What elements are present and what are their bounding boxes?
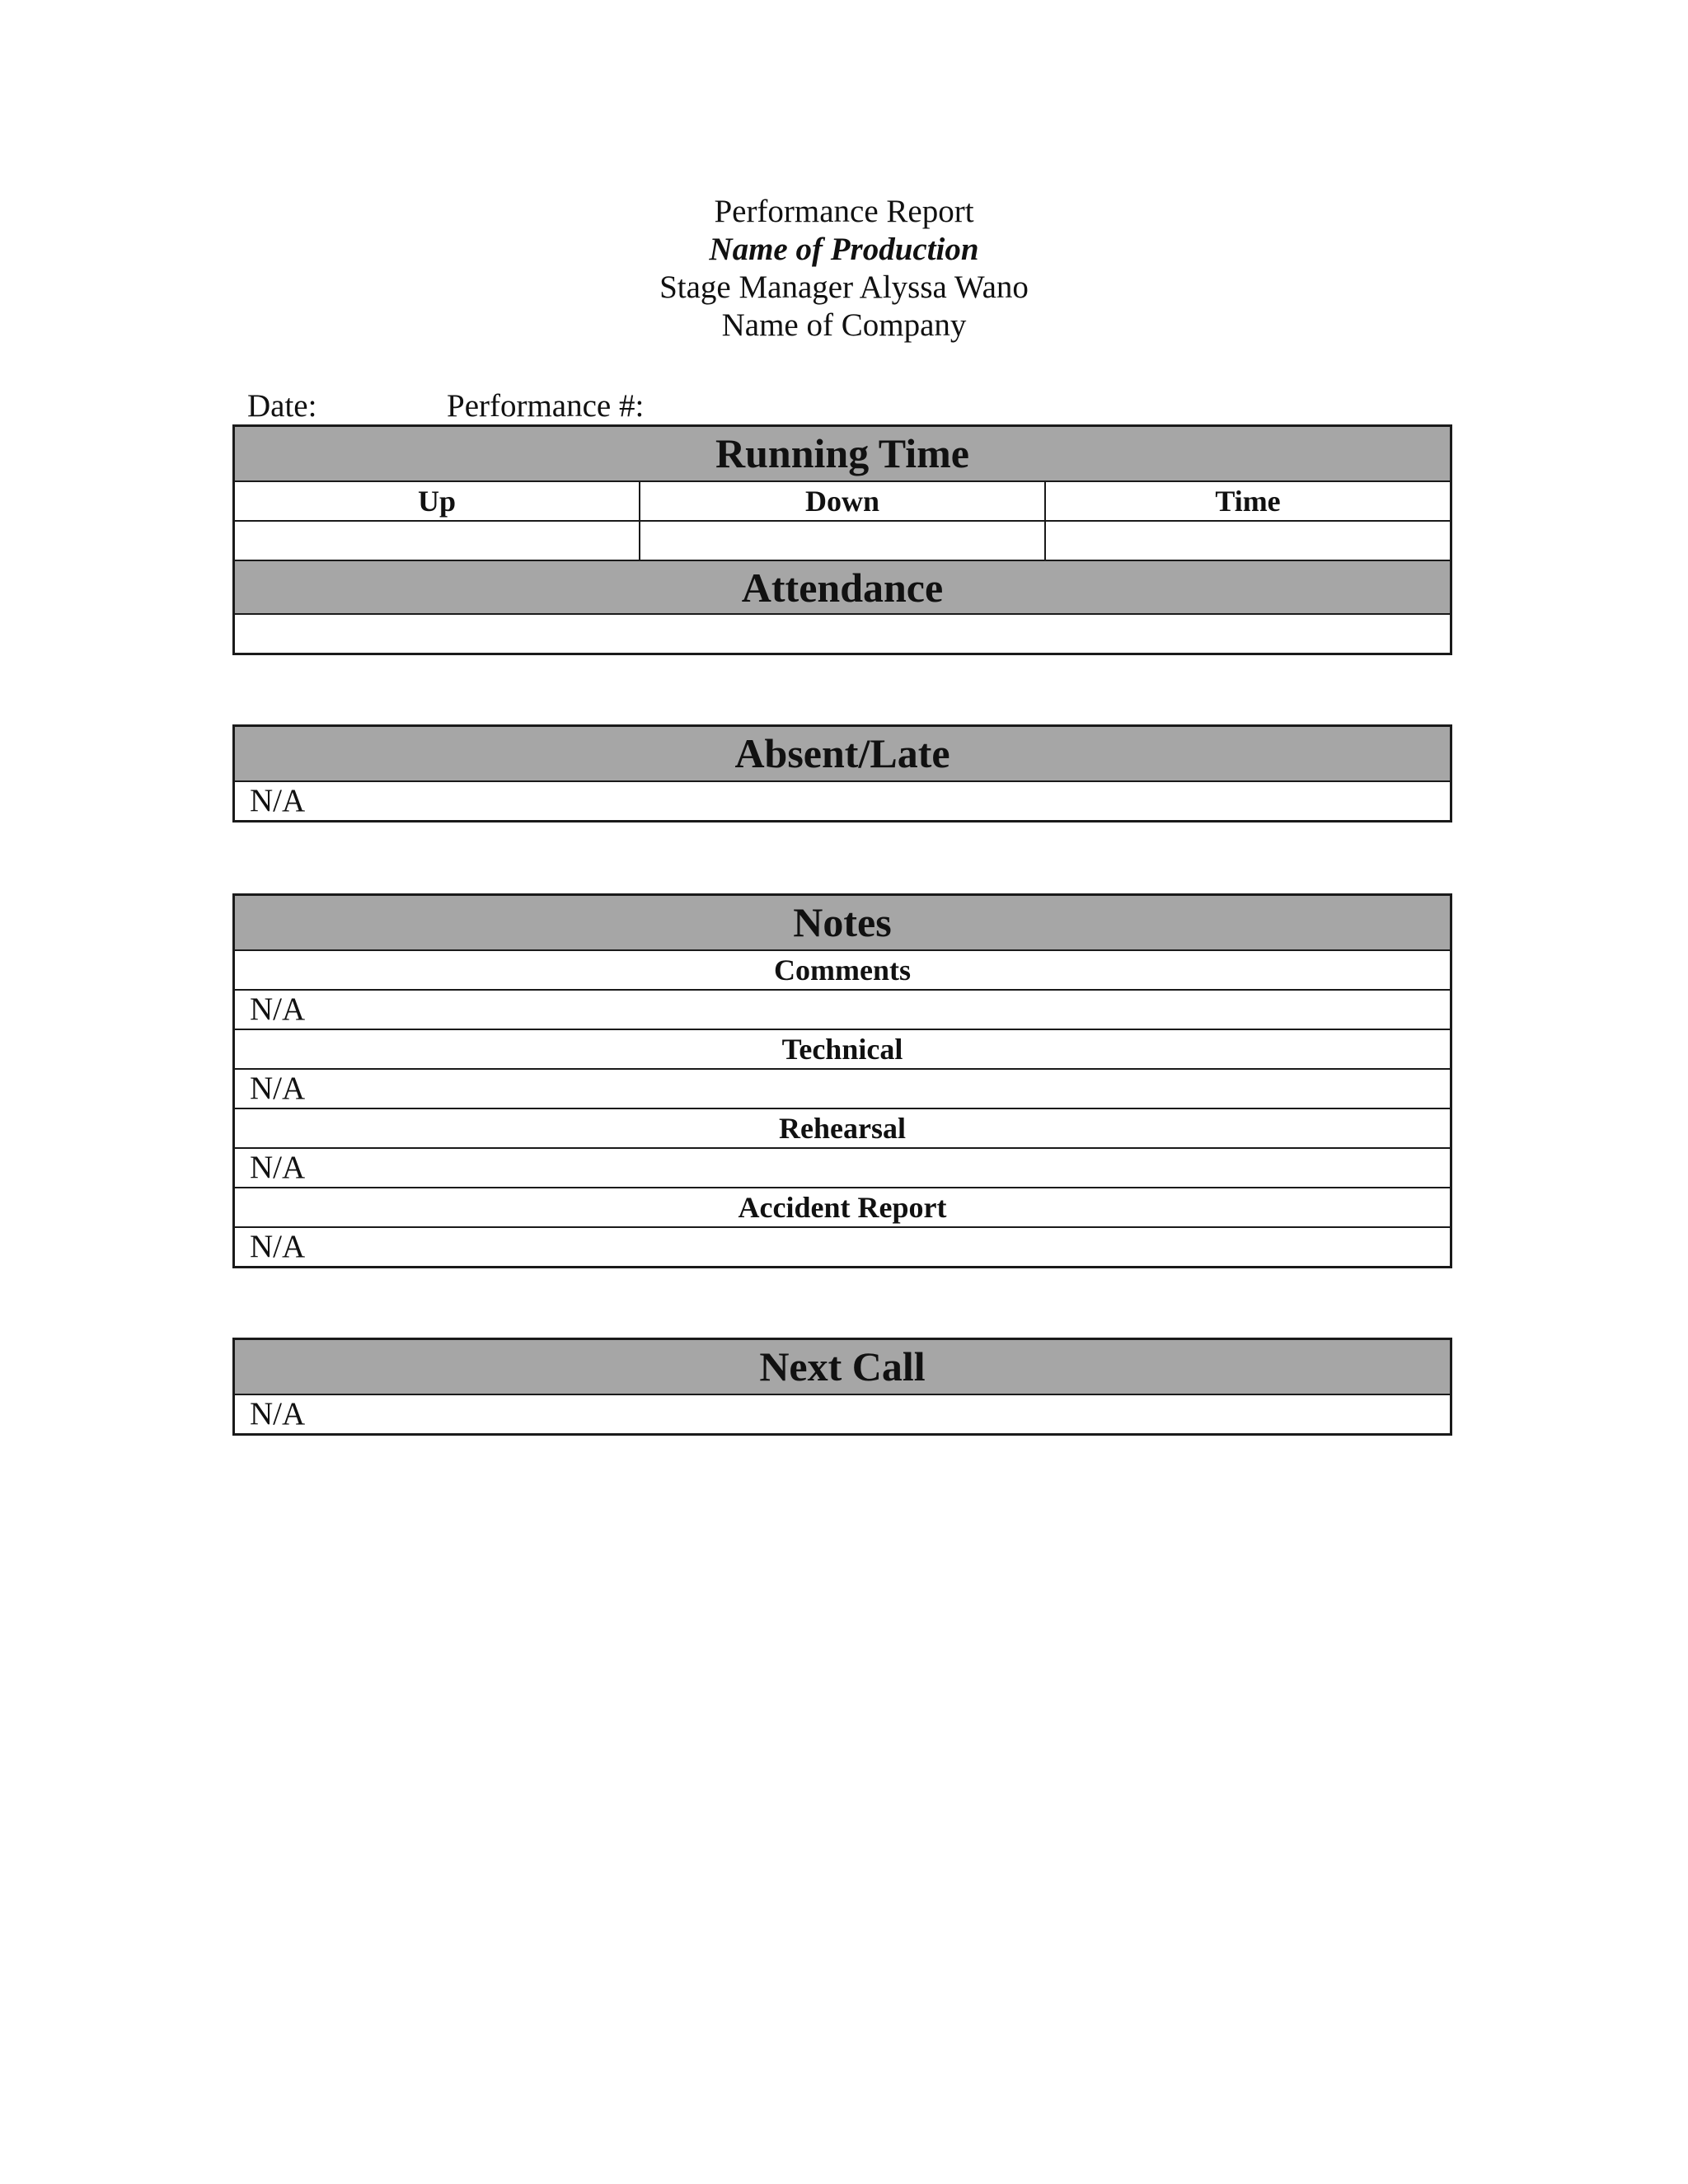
running-time-table — [232, 424, 1452, 655]
report-title: Performance Report — [714, 194, 974, 229]
running-time-title: Running Time — [235, 427, 1450, 480]
attendance-title: Attendance — [235, 560, 1450, 613]
next-call-value: N/A — [235, 1394, 1450, 1433]
next-call-title: Next Call — [235, 1340, 1450, 1394]
running-time-header-row — [235, 480, 1450, 520]
absent-late-title: Absent/Late — [235, 727, 1450, 780]
column-time: Time — [1044, 482, 1450, 520]
comments-label: Comments — [235, 949, 1450, 989]
performance-number-label: Performance #: — [447, 388, 645, 424]
column-down: Down — [639, 482, 1044, 520]
report-header — [0, 193, 1688, 344]
running-time-value-row — [235, 520, 1450, 560]
accident-report-label: Accident Report — [235, 1187, 1450, 1226]
rehearsal-value: N/A — [235, 1147, 1450, 1187]
notes-title: Notes — [235, 896, 1450, 949]
accident-report-value: N/A — [235, 1226, 1450, 1266]
down-value — [639, 522, 1044, 560]
notes-table — [232, 893, 1452, 1268]
up-value — [235, 522, 639, 560]
technical-value: N/A — [235, 1068, 1450, 1108]
company-name: Name of Company — [721, 307, 967, 343]
rehearsal-label: Rehearsal — [235, 1108, 1450, 1147]
stage-manager: Stage Manager Alyssa Wano — [659, 269, 1029, 305]
absent-late-value: N/A — [235, 780, 1450, 820]
technical-label: Technical — [235, 1029, 1450, 1068]
production-name: Name of Production — [709, 232, 979, 267]
attendance-value — [235, 613, 1450, 653]
column-up: Up — [417, 485, 457, 518]
date-label: Date: — [247, 388, 317, 424]
absent-late-table — [232, 724, 1452, 823]
time-value — [1044, 522, 1450, 560]
report-meta — [247, 387, 645, 425]
comments-value: N/A — [235, 989, 1450, 1029]
next-call-table — [232, 1338, 1452, 1436]
